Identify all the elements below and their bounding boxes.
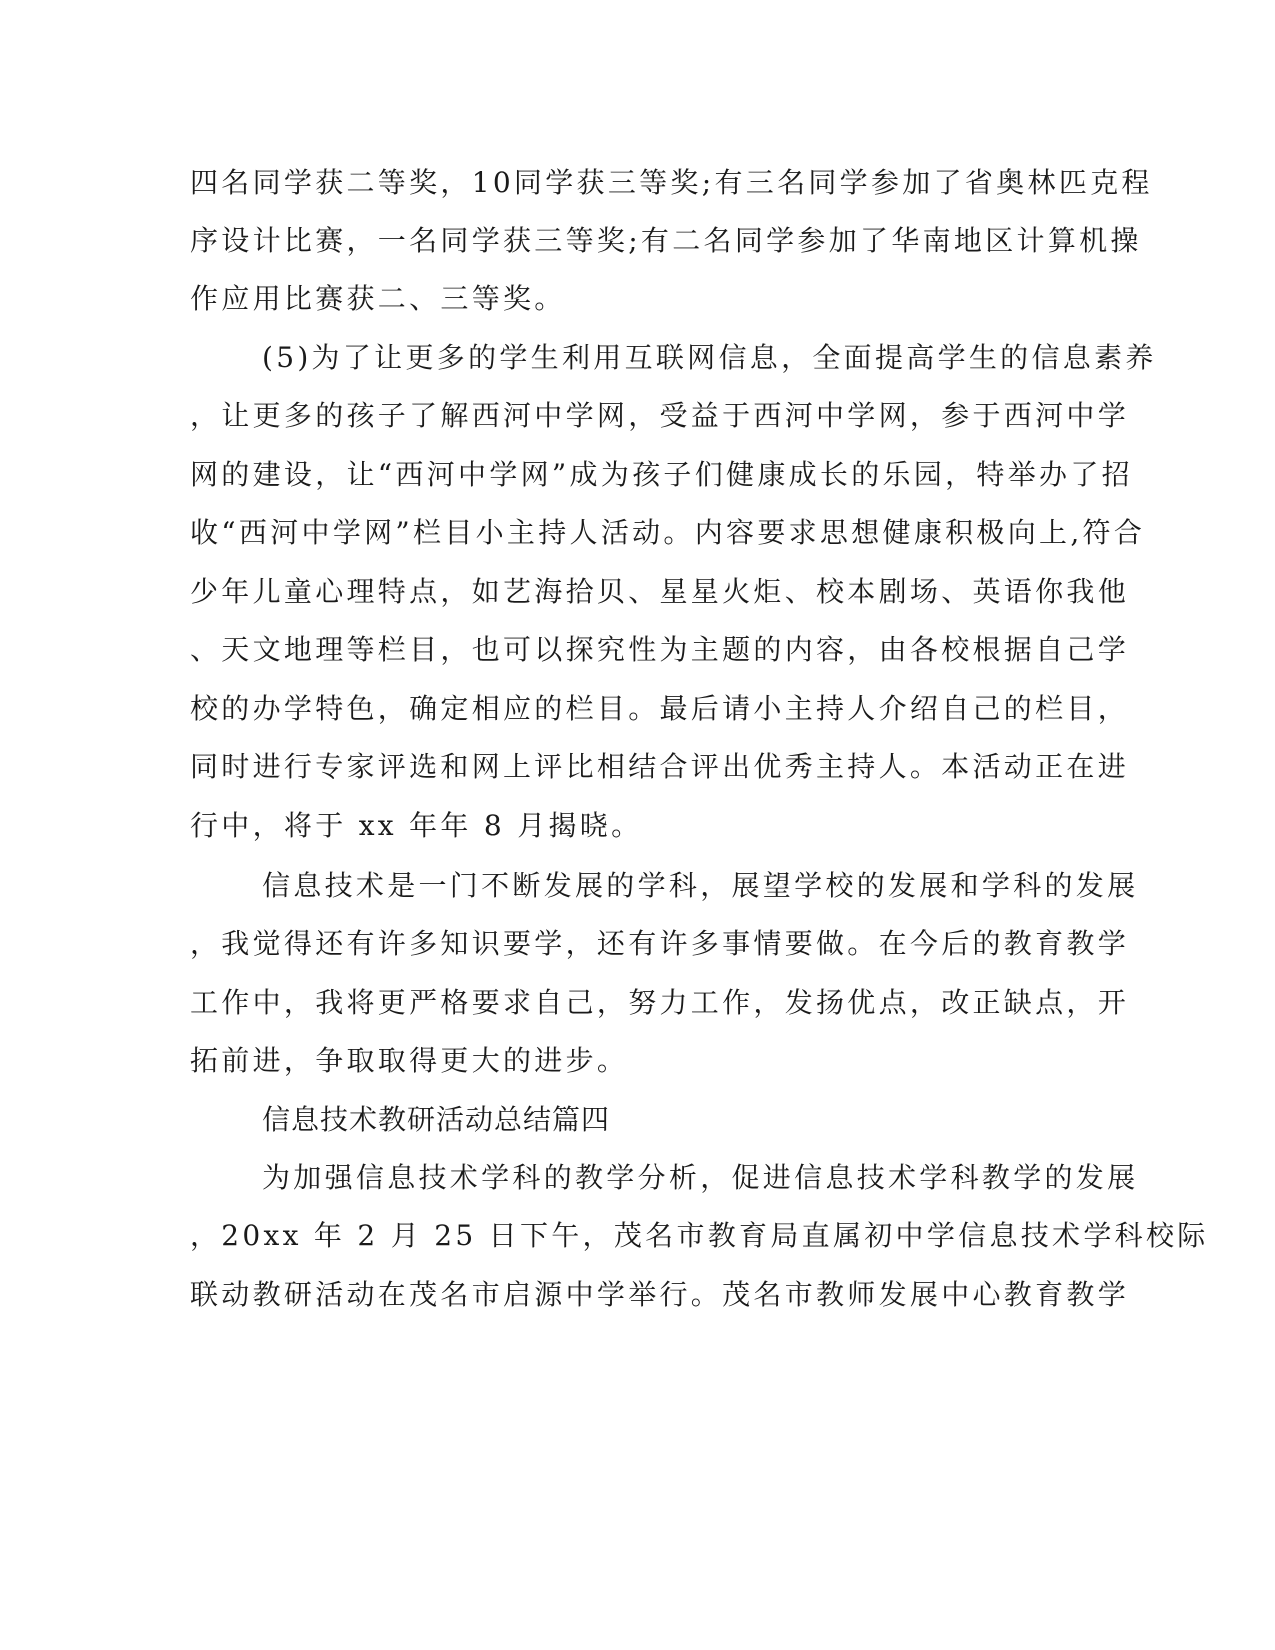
paragraph-2-line-5: 少年儿童心理特点，如艺海拾贝、星星火炬、校本剧场、英语你我他	[190, 575, 1130, 608]
paragraph-2-line-9: 行中，将于 xx 年年 8 月揭晓。	[190, 809, 643, 842]
paragraph-2-line-4: 收“西河中学网”栏目小主持人活动。内容要求思想健康积极向上,符合	[190, 516, 1146, 549]
paragraph-3-line-2: ，我觉得还有许多知识要学，还有许多事情要做。在今后的教育教学	[190, 927, 1130, 960]
paragraph-1-line-3: 作应用比赛获二、三等奖。	[190, 282, 566, 315]
paragraph-2-line-6: 、天文地理等栏目，也可以探究性为主题的内容，由各校根据自己学	[190, 633, 1130, 666]
paragraph-5-line-3: 联动教研活动在茂名市启源中学举行。茂名市教师发展中心教育教学	[190, 1278, 1130, 1311]
paragraph-3-line-3: 工作中，我将更严格要求自己，努力工作，发扬优点，改正缺点，开	[190, 986, 1130, 1019]
paragraph-2-line-1: (5)为了让更多的学生利用互联网信息，全面提高学生的信息素养	[262, 341, 1157, 374]
paragraph-3-line-4: 拓前进，争取取得更大的进步。	[190, 1044, 629, 1077]
paragraph-1-line-2: 序设计比赛，一名同学获三等奖;有二名同学参加了华南地区计算机操	[190, 224, 1142, 257]
paragraph-5-line-2: ，20xx 年 2 月 25 日下午，茂名市教育局直属初中学信息技术学科校际	[190, 1219, 1209, 1252]
section-heading: 信息技术教研活动总结篇四	[262, 1103, 611, 1136]
paragraph-2-line-8: 同时进行专家评选和网上评比相结合评出优秀主持人。本活动正在进	[190, 750, 1130, 783]
paragraph-2-line-7: 校的办学特色，确定相应的栏目。最后请小主持人介绍自己的栏目，	[190, 692, 1130, 725]
paragraph-1-line-1: 四名同学获二等奖，10同学获三等奖;有三名同学参加了省奥林匹克程	[190, 166, 1153, 199]
paragraph-5-line-1: 为加强信息技术学科的教学分析，促进信息技术学科教学的发展	[262, 1161, 1139, 1194]
paragraph-2-line-3: 网的建设，让“西河中学网”成为孩子们健康成长的乐园，特举办了招	[190, 458, 1133, 491]
paragraph-3-line-1: 信息技术是一门不断发展的学科，展望学校的发展和学科的发展	[262, 869, 1139, 902]
paragraph-2-line-2: ，让更多的孩子了解西河中学网，受益于西河中学网，参于西河中学	[190, 399, 1130, 432]
